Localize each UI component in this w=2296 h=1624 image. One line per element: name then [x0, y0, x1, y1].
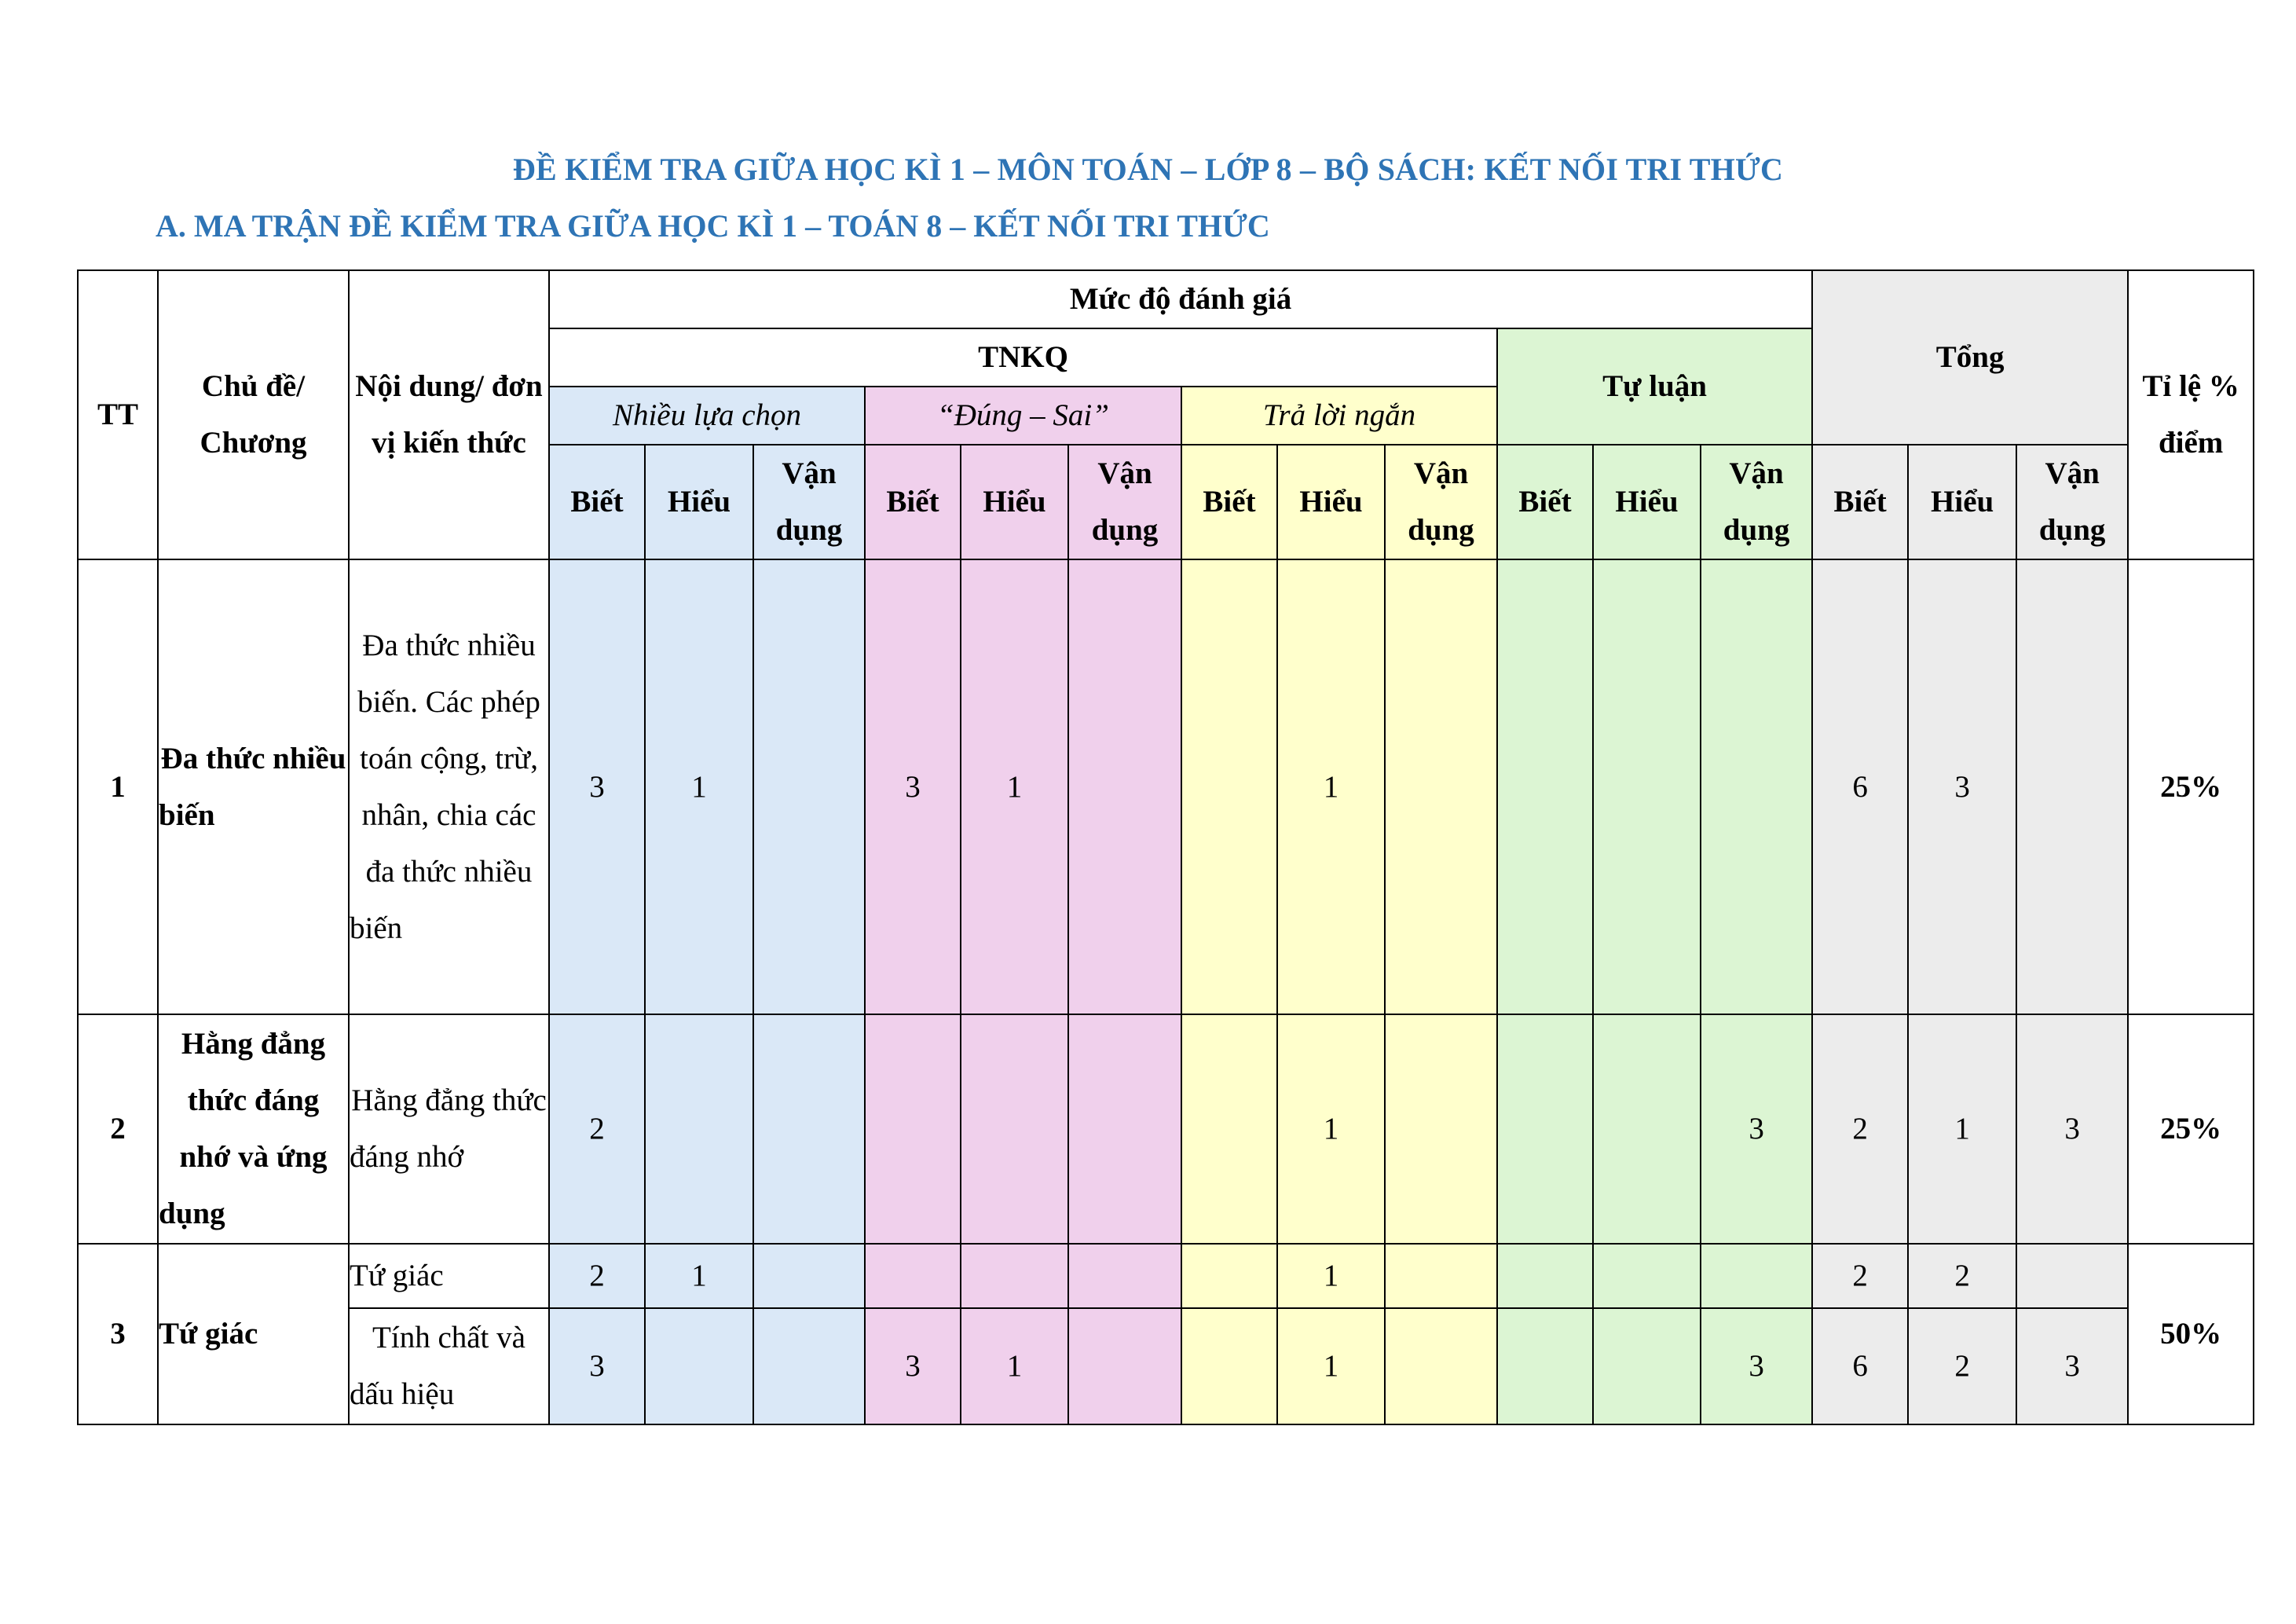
cell-value: 3: [549, 1308, 645, 1424]
cell-value: [1701, 1244, 1812, 1308]
row-topic: Đa thức nhiều biến: [158, 559, 349, 1014]
cell-value: [1068, 1308, 1181, 1424]
cell-value: 3: [865, 1308, 961, 1424]
cell-value: 2: [549, 1244, 645, 1308]
cell-value: [2016, 559, 2128, 1014]
cell-value: [1181, 1014, 1277, 1244]
level-understand: Hiểu: [1277, 445, 1385, 559]
cell-value: [1068, 1014, 1181, 1244]
cell-value: [865, 1014, 961, 1244]
level-know: Biết: [1812, 445, 1908, 559]
cell-value: [1181, 1244, 1277, 1308]
cell-value: 1: [1277, 1308, 1385, 1424]
header-topic: Chủ đề/ Chương: [158, 270, 349, 559]
header-content: Nội dung/ đơn vị kiến thức: [349, 270, 549, 559]
row-number: 1: [78, 559, 158, 1014]
cell-value: [1497, 1244, 1593, 1308]
table-row: [78, 1014, 2254, 1244]
cell-value: [1181, 559, 1277, 1014]
row-content: Tứ giác: [349, 1244, 549, 1308]
cell-value: [961, 1014, 1068, 1244]
cell-value: 1: [961, 559, 1068, 1014]
cell-value: 2: [1908, 1308, 2016, 1424]
level-apply: Vận dụng: [1068, 445, 1181, 559]
cell-value: [865, 1244, 961, 1308]
assessment-matrix-table: [77, 269, 2254, 1425]
level-apply: Vận dụng: [1701, 445, 1812, 559]
cell-value: [753, 559, 865, 1014]
level-understand: Hiểu: [1908, 445, 2016, 559]
cell-value: 3: [549, 559, 645, 1014]
header-assessment-level: Mức độ đánh giá: [549, 270, 1812, 328]
cell-value: [645, 1308, 753, 1424]
cell-value: 3: [1908, 559, 2016, 1014]
header-tnkq: TNKQ: [549, 328, 1497, 387]
cell-value: 1: [1277, 559, 1385, 1014]
table-row: [78, 559, 2254, 1014]
row-ratio: 50%: [2128, 1244, 2254, 1424]
level-know: Biết: [549, 445, 645, 559]
cell-value: [645, 1014, 753, 1244]
cell-value: [753, 1014, 865, 1244]
cell-value: 1: [961, 1308, 1068, 1424]
cell-value: 6: [1812, 1308, 1908, 1424]
cell-value: 2: [549, 1014, 645, 1244]
cell-value: [961, 1244, 1068, 1308]
cell-value: [1068, 559, 1181, 1014]
row-content: Hằng đẳng thức đáng nhớ: [349, 1014, 549, 1244]
row-number: 3: [78, 1244, 158, 1424]
row-topic: Tứ giác: [158, 1244, 349, 1424]
level-apply: Vận dụng: [1385, 445, 1497, 559]
cell-value: 3: [1701, 1014, 1812, 1244]
cell-value: [1385, 1308, 1497, 1424]
cell-value: 3: [2016, 1308, 2128, 1424]
cell-value: [1497, 1014, 1593, 1244]
level-apply: Vận dụng: [2016, 445, 2128, 559]
header-tt: TT: [78, 270, 158, 559]
section-heading: A. MA TRẬN ĐỀ KIỂM TRA GIỮA HỌC KÌ 1 – TOÁN 8 – KẾT NỐI TRI THỨC: [156, 208, 1270, 244]
header-essay: Tự luận: [1497, 328, 1812, 445]
level-understand: Hiểu: [961, 445, 1068, 559]
row-ratio: 25%: [2128, 559, 2254, 1014]
cell-value: [1701, 559, 1812, 1014]
header-short-answer: Trả lời ngắn: [1181, 387, 1497, 445]
header-total: Tổng: [1812, 270, 2128, 445]
cell-value: [1593, 559, 1701, 1014]
level-understand: Hiểu: [645, 445, 753, 559]
cell-value: 1: [645, 1244, 753, 1308]
cell-value: [753, 1244, 865, 1308]
level-apply: Vận dụng: [753, 445, 865, 559]
level-know: Biết: [1497, 445, 1593, 559]
row-content: Tính chất và dấu hiệu: [349, 1308, 549, 1424]
cell-value: 1: [1277, 1244, 1385, 1308]
cell-value: 2: [1812, 1244, 1908, 1308]
cell-value: [1385, 1014, 1497, 1244]
cell-value: [1497, 559, 1593, 1014]
cell-value: 6: [1812, 559, 1908, 1014]
cell-value: 1: [1277, 1014, 1385, 1244]
level-understand: Hiểu: [1593, 445, 1701, 559]
level-know: Biết: [1181, 445, 1277, 559]
cell-value: [1593, 1244, 1701, 1308]
cell-value: 1: [1908, 1014, 2016, 1244]
cell-value: [753, 1308, 865, 1424]
cell-value: [1068, 1244, 1181, 1308]
cell-value: [1385, 559, 1497, 1014]
cell-value: 3: [2016, 1014, 2128, 1244]
cell-value: 2: [1908, 1244, 2016, 1308]
cell-value: [1593, 1308, 1701, 1424]
row-number: 2: [78, 1014, 158, 1244]
cell-value: 3: [1701, 1308, 1812, 1424]
row-topic: Hằng đẳng thức đáng nhớ và ứng dụng: [158, 1014, 349, 1244]
document-title: ĐỀ KIỂM TRA GIỮA HỌC KÌ 1 – MÔN TOÁN – LỚP 8 – BỘ SÁCH: KẾT NỐI TRI THỨC: [512, 152, 1784, 187]
table-row: [78, 1308, 2254, 1424]
table-row: [78, 1244, 2254, 1308]
cell-value: [2016, 1244, 2128, 1308]
row-ratio: 25%: [2128, 1014, 2254, 1244]
level-know: Biết: [865, 445, 961, 559]
cell-value: [1385, 1244, 1497, 1308]
cell-value: 1: [645, 559, 753, 1014]
cell-value: 3: [865, 559, 961, 1014]
cell-value: 2: [1812, 1014, 1908, 1244]
cell-value: [1181, 1308, 1277, 1424]
header-ratio: Tỉ lệ % điểm: [2128, 270, 2254, 559]
header-multiple-choice: Nhiều lựa chọn: [549, 387, 865, 445]
row-content: Đa thức nhiều biến. Các phép toán cộng, trừ, nhân, chia các đa thức nhiều biến: [349, 559, 549, 1014]
header-true-false: “Đúng – Sai”: [865, 387, 1181, 445]
cell-value: [1497, 1308, 1593, 1424]
cell-value: [1593, 1014, 1701, 1244]
